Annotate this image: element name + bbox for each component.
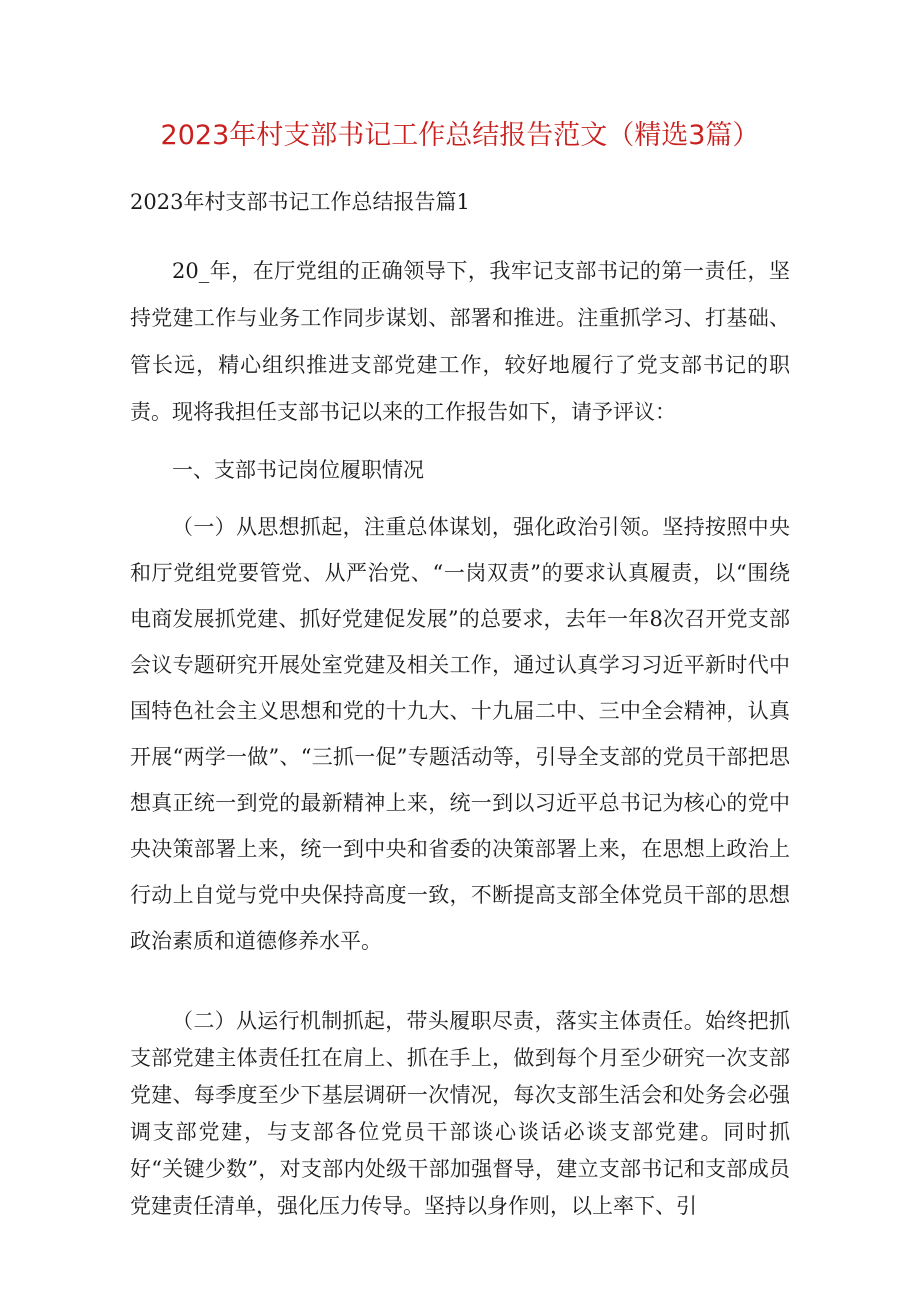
document-title: 2023年村支部书记工作总结报告范文（精选3篇） xyxy=(160,120,760,151)
paragraph-mechanism: （二）从运行机制抓起，带头履职尽责，落实主体责任。始终把抓支部党建主体责任扛在肩上、抓在手上，做到每个月至少研究一次支部党建、每季度至少下基层调研一次情况，每次支部生活会和处务会必强调支部党建，与支部各位党员干部谈心谈话必谈支部党建。同时抓好“关键少数”，对支部内处级干部加强督导，建立支部书记和支部成员党建责任清单，强化压力传导。坚持以身作则，以上率下、引 xyxy=(130,1009,790,1218)
paragraph-ideology: （一）从思想抓起，注重总体谋划，强化政治引领。坚持按照中央和厅党组党要管党、从严治党、“一岗双责”的要求认真履责，以“围绕电商发展抓党建、抓好党建促发展”的总要求，去年一年8次召开党支部会议专题研究开展处室党建及相关工作，通过认真学习习近平新时代中国特色社会主义思想和党的十九大、十九届二中、三中全会精神，认真开展“两学一做”、“三抓一促”专题活动等，引导全支部的党员干部把思想真正统一到党的最新精神上来，统一到以习近平总书记为核心的党中央决策部署上来，统一到中央和省委的决策部署上来，在思想上政治上行动上自觉与党中央保持高度一致，不断提高支部全体党员干部的思想政治素质和道德修养水平。 xyxy=(130,515,790,953)
intro-paragraph: 20_年，在厅党组的正确领导下，我牢记支部书记的第一责任，坚持党建工作与业务工作同步谋划、部署和推进。注重抓学习、打基础、管长远，精心组织推进支部党建工作，较好地履行了党支部书记的职责。现将我担任支部书记以来的工作报告如下，请予评议： xyxy=(130,259,790,424)
section-heading: 2023年村支部书记工作总结报告篇1 xyxy=(130,190,470,214)
subheading-duty-performance: 一、支部书记岗位履职情况 xyxy=(172,458,424,482)
